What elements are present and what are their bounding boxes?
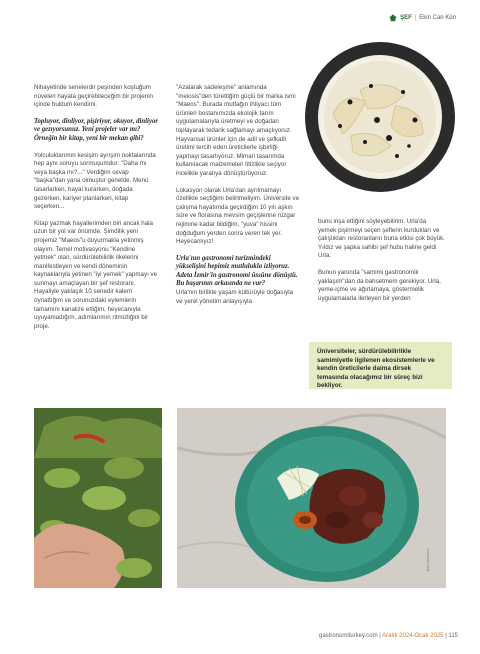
page-header xyxy=(389,14,456,22)
paragraph: Urla'nın birlikte yaşam kültürüyle doğasıyla ve yerel yönetim anlayışıyla xyxy=(176,289,294,305)
footer-separator: | xyxy=(379,633,381,639)
paragraph: Kitap yazmak hayallerimden biri ancak hala uzun bir yol var önümde. Şimdilik yeni projemiz "Maeos"u duyurmakla yetinmiş olayım. Temel motivasyonu "Kendine yetmek" olan, sürdürülebilirlik ilkelerini manifestleyen ve kendi döneminin kaynaklarıyla yetinen "iyi yemek" yapmayı ve sunmayı amaçlayan bir şef restoranı. Hayaliyle yaklaşık 10 senedir kalem oynattığım ve sorunuzdaki eylemlerin tamamını kanalize ettiğim, heyecanıyla uyuyamadığım, adımlarımın ritmizliğini bir proje. xyxy=(34,219,158,330)
interview-question: Topluyor, dinliyor, pişiriyor, okuyor, dinliyor ve gezıyorsunuz. Yeni projeler var mı? Örneğin bir kitap, yeni bir mekan gibi? xyxy=(34,117,159,142)
herb-hand-photo xyxy=(34,408,162,588)
paragraph: "Azalarak sadeleşme" anlamında "meiosis"den türettiğim güçlü bir marka ismi "Maeos". Burada mutfağın ihtiyacı tüm ürünleri bostanımızda ekolojik tarım uygulamalarıyla üretmeyi ve doğadan toplayarak tedarik sağlamayı amaçlıyoruz. Hayvansal ürünler için de adil ve şefkatli üretimi tercih eden üreticilerle işbirliği yapmayı tasarlıyoruz. Mimari tasarımda kullanılacak malzemeleri titizlikle seçiyor incelikle yaratıya dönüştürüyoruz. xyxy=(176,84,296,177)
text-column-2 xyxy=(176,84,300,314)
pull-quote-box: Üniversiteler, sürdürülebilirlikle samimiyetle ilgilenen ekosistemlerle ve kendin üreticilerle daima dirsek temasında olacağımız bir süreç bizi bekliyor. xyxy=(309,342,452,389)
footer-separator: | xyxy=(445,633,447,639)
photo-credit: @foodtrakies xyxy=(425,548,430,572)
text-column-1 xyxy=(34,84,158,339)
site-name: gastronomiturkey.com xyxy=(318,633,378,639)
paragraph: bunu inşa ettiğini söyleyebilirim. Urla'da yemek pişirmeyi seçen şeflerin kurdukları ve çalıştıkları restoranların buna etkisi çok büyük. Yıldız ve şapka sahibi şef hubu haline geldi Urla. xyxy=(318,218,445,260)
page-number: 115 xyxy=(448,633,458,639)
dumplings-photo xyxy=(305,42,455,192)
page-footer xyxy=(319,633,458,639)
paragraph: Nihayetinde senelerdir peşinden koştuğum nüveleri hayata geçirebileceğim bir projenin içinde buldum kendimi. xyxy=(34,84,154,109)
header-separator: | xyxy=(414,15,417,21)
chef-hat-icon xyxy=(389,14,397,22)
section-label: ŞEF xyxy=(400,15,412,21)
plated-dish-photo xyxy=(177,408,446,588)
paragraph: Lokasyon olarak Urla'dan ayrılmamayı özellikle seçtiğimi belirtmeliyim. Üniversite ve çalışma hayatımda geçirdiğim 10 yılı aşkın süre ve florasına mevsim geçişlerine rüzgar rejimine kadar bildiğim, "yuva" hissini doğduğum yerden sonra veren tek yer. Heyecanlıyız! xyxy=(176,186,300,246)
interview-question: Urla'nın gastronomi turizmindeki yükselişini hepimiz mutlulukla izliyoruz. Adeta İzmir'in gastronomi üssüne dönüştü. Bu başarının arkasında ne var? xyxy=(176,254,298,288)
paragraph: Bunun yanında "samimi gastronomik yaklaşım"dan da bahsetmem gerekiyor. Urla, yeme-içme ve ağırlamaya, göstermelik uygulamalarla ilerleyen bir yerden xyxy=(318,268,441,302)
paragraph: Yolculuklarımın kesişim ayrışım noktalarında hep aynı soruyu sormuşumdur: "Daha mı veya başka mı?..." Verdiğim cevap "başka"dan yana olmuştur genelde. Menü tasarlarken, hayal kurarken, doğada gezerken, kariyer planlarken, kitap seçerken... xyxy=(34,151,156,211)
text-column-3 xyxy=(318,218,446,311)
author-name: Ekin Can Kün xyxy=(419,15,456,21)
issue-date: Aralık 2024-Ocak 2025 xyxy=(382,633,444,639)
